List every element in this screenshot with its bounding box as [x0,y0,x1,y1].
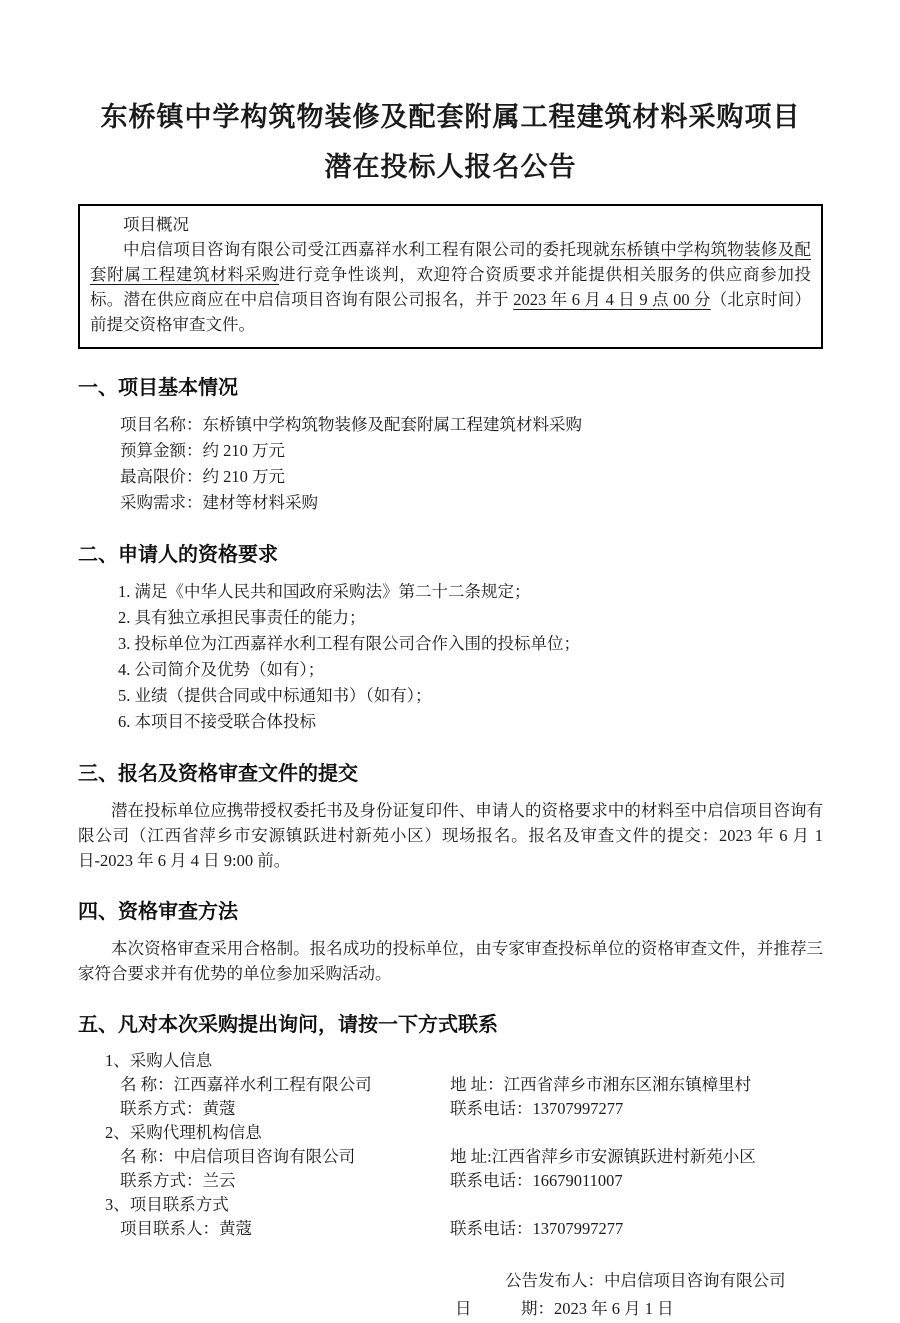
requirement-item: 5. 业绩（提供合同或中标通知书）（如有）； [118,686,432,705]
document-title-line1: 东桥镇中学构筑物装修及配套附属工程建筑材料采购项目 [100,102,801,132]
section3-heading: 三、报名及资格审查文件的提交 [78,763,358,785]
purchaser-name-address-row [78,1073,823,1097]
overview-project-name-underlined: 东桥镇中学构筑物装修及配套附属工程建筑材料采购 [90,240,812,284]
price-ceiling-line: 最高限价：约 210 万元 [120,467,285,486]
purchaser-phone: 联系电话：13707997277 [450,1099,624,1118]
purchaser-info-label: 1、采购人信息 [105,1051,213,1070]
document-title [78,92,823,192]
overview-seg5: （北京时间）前提交资格审查文件。 [90,290,812,334]
agency-name: 名 称：中启信项目咨询有限公司 [120,1147,356,1166]
requirement-item: 3. 投标单位为江西嘉祥水利工程有限公司合作入围的投标单位； [118,634,580,653]
section-basic-info [78,371,823,516]
document-page [78,0,823,1323]
overview-deadline-underlined: 2023 年 6 月 4 日 9 点 00 分 [513,290,711,309]
project-contact-label: 3、项目联系方式 [105,1195,229,1214]
agency-contact-row [78,1169,823,1193]
date-line: 日 期：2023 年 6 月 1 日 [455,1299,674,1318]
agency-phone: 联系电话：16679011007 [450,1171,623,1190]
announcement-footer [78,1267,823,1323]
procurement-demand-line: 采购需求：建材等材料采购 [120,493,318,512]
project-contact-person: 项目联系人：黄蔻 [120,1219,252,1238]
section1-list [78,412,823,516]
section2-heading: 二、申请人的资格要求 [78,544,278,566]
overview-seg3: 进行竞争性谈判，欢迎符合资质要求并能提供相关服务的供应商参加投标。潜在供应商应在中启信项目咨询有限公司报名，并于 [90,265,812,309]
project-name-line: 项目名称：东桥镇中学构筑物装修及配套附属工程建筑材料采购 [120,415,582,434]
section2-list [78,579,823,735]
requirement-item: 2. 具有独立承担民事责任的能力； [118,608,366,627]
purchaser-contact-row [78,1097,823,1121]
project-contact-phone: 联系电话：13707997277 [450,1219,624,1238]
requirement-item: 1. 满足《中华人民共和国政府采购法》第二十二条规定； [118,582,531,601]
overview-seg1: 中启信项目咨询有限公司受江西嘉祥水利工程有限公司的委托现就 [123,240,610,259]
contact-area [78,1049,823,1241]
overview-heading: 项目概况 [123,215,189,234]
budget-line: 预算金额：约 210 万元 [120,441,285,460]
section-submission [78,757,823,873]
section4-heading: 四、资格审查方法 [78,901,238,923]
agency-contact-person: 联系方式：兰云 [120,1171,236,1190]
agency-info-label: 2、采购代理机构信息 [105,1123,262,1142]
purchaser-contact-person: 联系方式：黄蔻 [120,1099,236,1118]
agency-address: 地 址:江西省萍乡市安源镇跃进村新苑小区 [450,1147,756,1166]
section-qualification-requirements [78,538,823,735]
publisher-line: 公告发布人：中启信项目咨询有限公司 [505,1271,786,1290]
section-contact [78,1008,823,1241]
document-title-line2: 潜在投标人报名公告 [324,152,577,182]
section3-paragraph: 潜在投标单位应携带授权委托书及身份证复印件、申请人的资格要求中的材料至中启信项目咨询有限公司（江西省萍乡市安源镇跃进村新苑小区）现场报名。报名及审查文件的提交：2023 年 6 月 1 日-2023 年 6 月 4 日 9:00 前。 [78,801,823,870]
section1-heading: 一、项目基本情况 [78,377,238,399]
section4-paragraph: 本次资格审查采用合格制。报名成功的投标单位，由专家审查投标单位的资格审查文件，并推荐三家符合要求并有优势的单位参加采购活动。 [78,939,823,983]
section-review-method [78,895,823,986]
requirement-item: 4. 公司简介及优势（如有）； [118,660,325,679]
project-overview-box [78,204,823,349]
agency-name-address-row [78,1145,823,1169]
overview-paragraph [90,237,811,337]
project-contact-row [78,1217,823,1241]
purchaser-name: 名 称：江西嘉祥水利工程有限公司 [120,1075,372,1094]
requirement-item: 6. 本项目不接受联合体投标 [118,712,316,731]
purchaser-address: 地 址：江西省萍乡市湘东区湘东镇樟里村 [450,1075,752,1094]
section5-heading: 五、凡对本次采购提出询问，请按一下方式联系 [78,1014,498,1036]
